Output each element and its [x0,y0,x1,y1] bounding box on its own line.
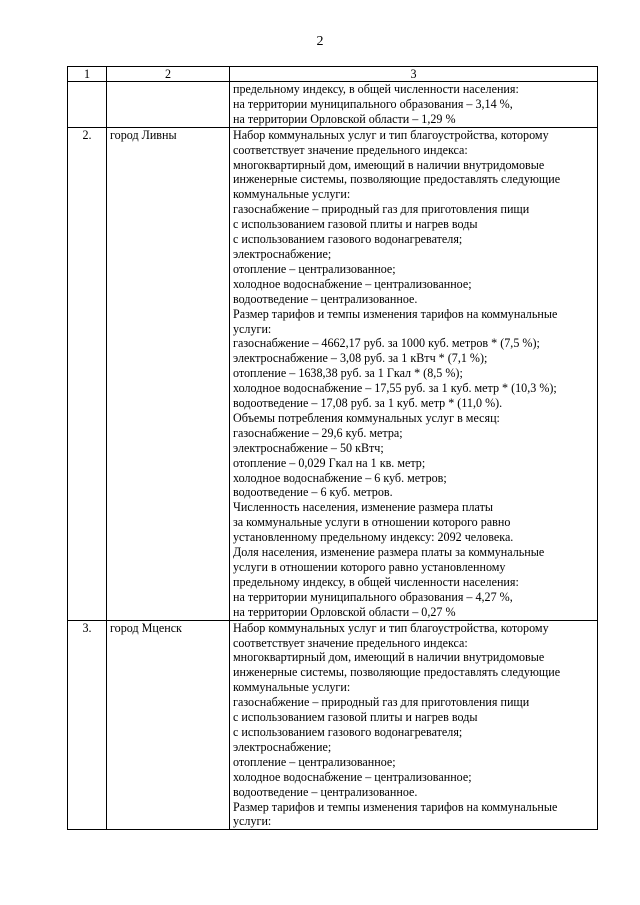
description-line: холодное водоснабжение – централизованное; [233,769,472,784]
description-line: газоснабжение – природный газ для приготовления пищи [233,202,530,217]
description-line: электроснабжение; [233,246,332,261]
municipality-name [107,82,230,128]
description-line: Набор коммунальных услуг и тип благоустройства, которому [233,127,549,142]
description-cell [230,620,598,830]
column-header: 3 [230,67,598,82]
row-number: 2. [68,127,107,620]
description-line: предельному индексу, в общей численности населения: [233,82,519,96]
description-line: на территории Орловской области – 0,27 % [233,604,456,619]
description-line: на территории муниципального образования – 3,14 %, [233,96,513,111]
description-line: за коммунальные услуги в отношении которого равно [233,515,511,530]
table-row [68,82,598,128]
description-line: Доля населения, изменение размера платы за коммунальные [233,545,545,560]
description-cell [230,127,598,620]
table-body [68,82,598,830]
description-line: соответствует значение предельного индекса: [233,142,468,157]
description-line: с использованием газового водонагревателя; [233,232,463,247]
description-line: газоснабжение – 4662,17 руб. за 1000 куб. метров * (7,5 %); [233,336,540,351]
description-line: многоквартирный дом, имеющий в наличии внутридомовые [233,157,545,172]
description-line: электроснабжение – 3,08 руб. за 1 кВтч * (7,1 %); [233,351,488,366]
table-row [68,127,598,620]
description-line: водоотведение – централизованное. [233,291,418,306]
description-line: отопление – 1638,38 руб. за 1 Гкал * (8,5 %); [233,366,463,381]
row-number: 3. [68,620,107,830]
description-line: услуги в отношении которого равно установленному [233,560,506,574]
table-header-row [68,67,598,82]
description-line: многоквартирный дом, имеющий в наличии внутридомовые [233,650,545,665]
description-line: холодное водоснабжение – 17,55 руб. за 1 куб. метр * (10,3 %); [233,381,557,396]
description-line: предельному индексу, в общей численности населения: [233,574,519,589]
description-line: водоотведение – 6 куб. метров. [233,485,393,500]
description-line: коммунальные услуги: [233,187,351,202]
description-line: Численность населения, изменение размера платы [233,500,493,515]
description-line: с использованием газовой плиты и нагрев воды [233,217,478,232]
description-line: отопление – 0,029 Гкал на 1 кв. метр; [233,455,426,470]
description-line: газоснабжение – 29,6 куб. метра; [233,425,403,440]
description-line: холодное водоснабжение – 6 куб. метров; [233,470,447,485]
description-line: водоотведение – централизованное. [233,784,418,799]
description-line: инженерные системы, позволяющие предоставлять следующие [233,172,561,187]
municipality-name: город Ливны [107,127,230,620]
column-header: 2 [107,67,230,82]
description-line: инженерные системы, позволяющие предоставлять следующие [233,665,561,680]
column-header: 1 [68,67,107,82]
description-line: водоотведение – 17,08 руб. за 1 куб. метр * (11,0 %). [233,396,503,411]
description-line: с использованием газовой плиты и нагрев воды [233,710,478,725]
description-line: газоснабжение – природный газ для приготовления пищи [233,695,530,710]
description-line: услуги: [233,321,272,336]
description-line: электроснабжение – 50 кВтч; [233,440,384,455]
description-line: Размер тарифов и темпы изменения тарифов на коммунальные [233,799,558,814]
description-line: на территории муниципального образования – 4,27 %, [233,589,513,604]
description-line: отопление – централизованное; [233,754,396,769]
row-number [68,82,107,128]
description-line: Объемы потребления коммунальных услуг в месяц: [233,410,500,425]
description-line: установленному предельному индексу: 2092 человека. [233,530,514,545]
description-line: Размер тарифов и темпы изменения тарифов на коммунальные [233,306,558,321]
description-line: с использованием газового водонагревателя; [233,724,463,739]
description-line: отопление – централизованное; [233,261,396,276]
page-number: 2 [316,34,324,49]
description-line: соответствует значение предельного индекса: [233,635,468,650]
description-line: коммунальные услуги: [233,680,351,695]
tariff-table [67,66,598,830]
description-line: Набор коммунальных услуг и тип благоустройства, которому [233,620,549,635]
description-line: электроснабжение; [233,739,332,754]
table-row [68,620,598,830]
description-line: услуги: [233,814,272,829]
description-line: холодное водоснабжение – централизованное; [233,276,472,291]
description-line: на территории Орловской области – 1,29 % [233,111,456,126]
description-cell [230,82,598,128]
municipality-name: город Мценск [107,620,230,830]
